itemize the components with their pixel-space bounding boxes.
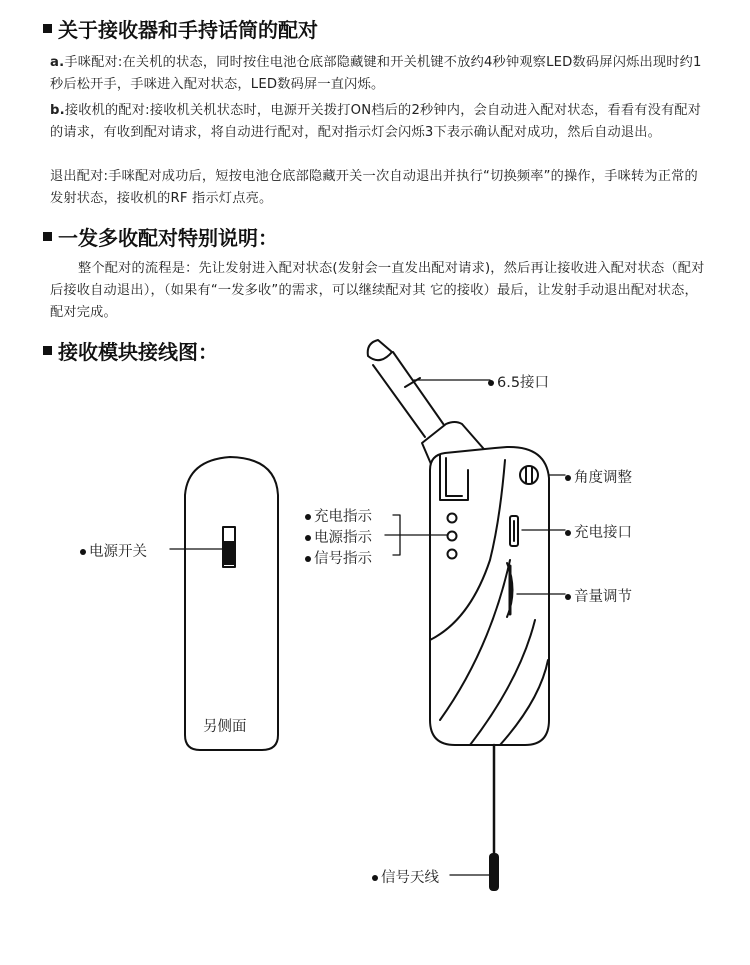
label-power-switch: 电源开关 [80,540,147,561]
label-volume: 音量调节 [565,585,632,606]
jack-plug [373,352,444,437]
label-other-side: 另侧面 [203,719,247,735]
antenna-tip [489,853,499,891]
label-antenna: 信号天线 [372,866,439,887]
receiver-body [430,447,549,745]
label-angle: 角度调整 [565,466,632,487]
label-jack: 6.5接口 [488,371,549,392]
label-signal-led: 信号指示 [305,547,372,568]
para-a-prefix: a. [50,55,65,70]
para-exit-text: 退出配对:手咪配对成功后，短按电池仓底部隐藏开关一次自动退出并执行“切换频率”的操作，手咪转为正常的发射状态，接收机的RF 指示灯点亮。 [50,169,698,206]
wiring-title: 接收模块接线图： [58,340,218,364]
para-b-text: 接收机的配对:接收机关机状态时，电源开关拨打ON档后的2秒钟内，会自动进入配对状态，看看有没有配对的请求，有收到配对请求，将自动进行配对，配对指示灯会闪烁3下表示确认配对成功，然后自动退出。 [50,103,702,140]
pairing-title: 关于接收器和手持话筒的配对 [58,18,318,42]
label-power-led: 电源指示 [305,526,372,547]
multi-title: 一发多收配对特别说明： [58,226,278,250]
para-multi-text: 整个配对的流程是：先让发射进入配对状态(发射会一直发出配对请求)，然后再让接收进入配对状态（配对后接收自动退出），（如果有“一发多收”的需求，可以继续配对其 它的接收）最后，让发射手动退出配对状态，配对完成。 [50,261,705,320]
side-view-body [185,457,278,750]
label-charge-led: 充电指示 [305,505,372,526]
power-switch-knob [224,541,234,565]
label-charge-port: 充电接口 [565,521,632,542]
angle-knob [520,466,538,484]
para-a-text: 手咪配对:在关机的状态，同时按住电池仓底部隐藏键和开关机键不放约4秒钟观察LED数码屏闪烁出现时约1秒后松开手，手咪进入配对状态，LED数码屏一直闪烁。 [50,55,702,92]
para-b-prefix: b. [50,103,65,118]
